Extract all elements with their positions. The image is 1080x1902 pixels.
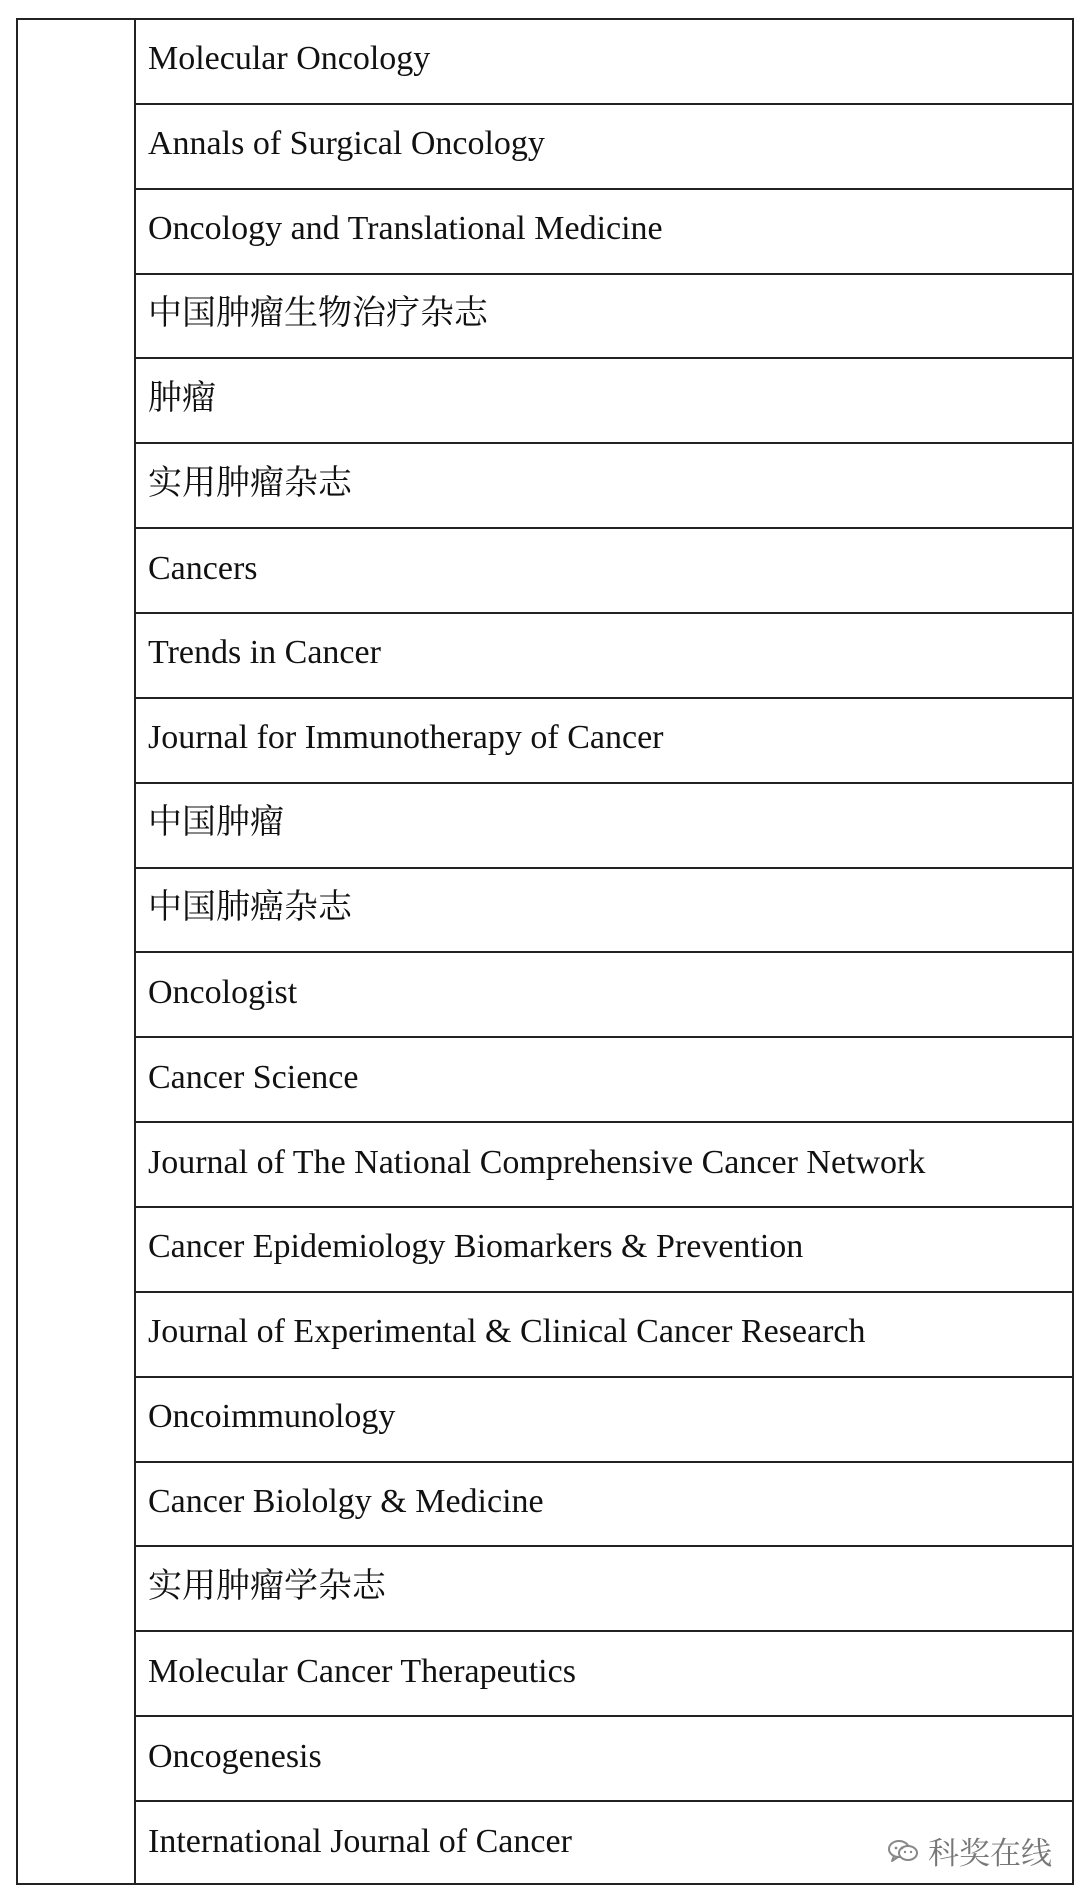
journal-list <box>136 20 1072 1883</box>
table-row <box>136 1208 1072 1293</box>
table-row <box>136 1802 1072 1885</box>
journal-name: 中国肿瘤生物治疗杂志 <box>148 295 488 332</box>
journal-name: Oncology and Translational Medicine <box>148 210 663 248</box>
journal-name: Trends in Cancer <box>148 634 381 672</box>
journal-name: 实用肿瘤杂志 <box>148 464 352 502</box>
table-row <box>136 529 1072 614</box>
table-row <box>136 105 1072 190</box>
table-row <box>136 20 1072 105</box>
watermark-text: 科奖在线 <box>928 1836 1052 1872</box>
table-row <box>136 275 1072 360</box>
journal-name: Journal for Immunotherapy of Cancer <box>148 719 664 757</box>
journal-name: 中国肺癌杂志 <box>148 889 352 927</box>
table-row <box>136 190 1072 275</box>
journal-name: International Journal of Cancer <box>148 1823 572 1861</box>
table-row <box>136 1123 1072 1208</box>
table-row <box>136 953 1072 1038</box>
journal-name: 肿瘤 <box>148 379 216 417</box>
table-row <box>136 1463 1072 1548</box>
table-row <box>136 699 1072 784</box>
table-row <box>136 869 1072 954</box>
table-row <box>136 1632 1072 1717</box>
journal-name: Cancers <box>148 549 258 587</box>
journal-name: Journal of The National Comprehensive Cancer Network <box>148 1143 926 1181</box>
table-row <box>136 1038 1072 1123</box>
table-row <box>136 1293 1072 1378</box>
table-left-column <box>18 20 136 1883</box>
table-row <box>136 1378 1072 1463</box>
journal-name: Cancer Science <box>148 1058 359 1096</box>
table-row <box>136 614 1072 699</box>
journal-name: Annals of Surgical Oncology <box>148 125 545 163</box>
journal-name: Journal of Experimental & Clinical Cancer Research <box>148 1313 866 1351</box>
journal-name: Cancer Biololgy & Medicine <box>148 1483 544 1521</box>
journal-name: Molecular Oncology <box>148 40 431 78</box>
journal-table <box>16 18 1074 1885</box>
journal-name: Molecular Cancer Therapeutics <box>148 1652 576 1690</box>
table-row <box>136 1717 1072 1802</box>
journal-name: 中国肿瘤 <box>148 804 284 842</box>
journal-name: Oncogenesis <box>148 1737 322 1775</box>
table-row <box>136 359 1072 444</box>
table-row <box>136 784 1072 869</box>
journal-name: Oncologist <box>148 973 298 1011</box>
journal-name: 实用肿瘤学杂志 <box>148 1567 386 1605</box>
table-row <box>136 444 1072 529</box>
journal-name: Cancer Epidemiology Biomarkers & Prevention <box>148 1228 804 1266</box>
journal-name: Oncoimmunology <box>148 1398 396 1436</box>
table-row <box>136 1547 1072 1632</box>
